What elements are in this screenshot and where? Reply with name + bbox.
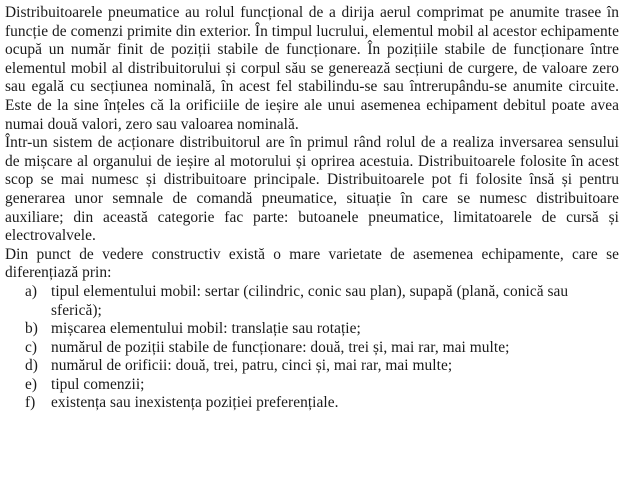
list-item-letter: c) — [25, 338, 38, 356]
paragraph-intro: Distribuitoarele pneumatice au rolul funcțional de a dirija aerul comprimat pe anumite trasee în funcție de comenzi primite din exterior. În timpul lucrului, elementul mobil al acestor echipamente ocupă un număr finit de poziții stabile de funcționare. În pozițiile stabile de funcționare între elementul mobil al distribuitorului și corpul său se generează secțiuni de curgere, de valoare zero sau egală cu secțiunea nominală, în acest fel stabilindu-se sau întrerupându-se anumite circuite. Este de la sine înțeles că la orificiile de ieșire ale unui asemenea echipament debitul poate avea numai două valori, zero sau valoarea nominală. — [5, 4, 619, 133]
list-item-letter: f) — [25, 394, 36, 412]
list-item-text: tipul elementului mobil: sertar (cilindric, conic sau plan), supapă (plană, conică sau sferică); — [51, 282, 569, 319]
list-item — [5, 339, 619, 358]
classification-list — [5, 283, 619, 413]
list-item-letter: a) — [25, 282, 38, 300]
list-item-letter: b) — [25, 320, 38, 338]
list-item — [5, 394, 619, 413]
list-item — [5, 376, 619, 395]
list-item-text: mișcarea elementului mobil: translație sau rotație; — [51, 320, 361, 338]
paragraph-role: Într-un sistem de acționare distribuitorul are în primul rând rolul de a realiza inversarea sensului de mișcare al organului de ieșire al motorului și oprirea acestuia. Distribuitoarele folosite în acest scop se mai numesc și distribuitoare principale. Distribuitoarele pot fi folosite însă și pentru generarea unor semnale de comandă pneumatice, situație în care se numesc distribuitoare auxiliare; din această categorie fac parte: butoanele pneumatice, limitatoarele de cursă și electrovalvele. — [5, 134, 619, 245]
list-item — [5, 283, 619, 320]
list-item-text: existența sau inexistența poziției preferențiale. — [51, 394, 339, 412]
list-item-letter: e) — [25, 375, 38, 393]
list-item — [5, 320, 619, 339]
list-item-text: numărul de orificii: două, trei, patru, cinci și, mai rar, mai multe; — [51, 357, 453, 375]
list-item — [5, 357, 619, 376]
document-page — [5, 4, 619, 413]
paragraph-classification: Din punct de vedere constructiv există o mare varietate de asemenea echipamente, care se diferențiază prin: — [5, 245, 619, 282]
list-item-text: numărul de poziții stabile de funcționare: două, trei și, mai rar, mai multe; — [51, 338, 510, 356]
list-item-text: tipul comenzii; — [51, 375, 145, 393]
list-item-letter: d) — [25, 357, 38, 375]
